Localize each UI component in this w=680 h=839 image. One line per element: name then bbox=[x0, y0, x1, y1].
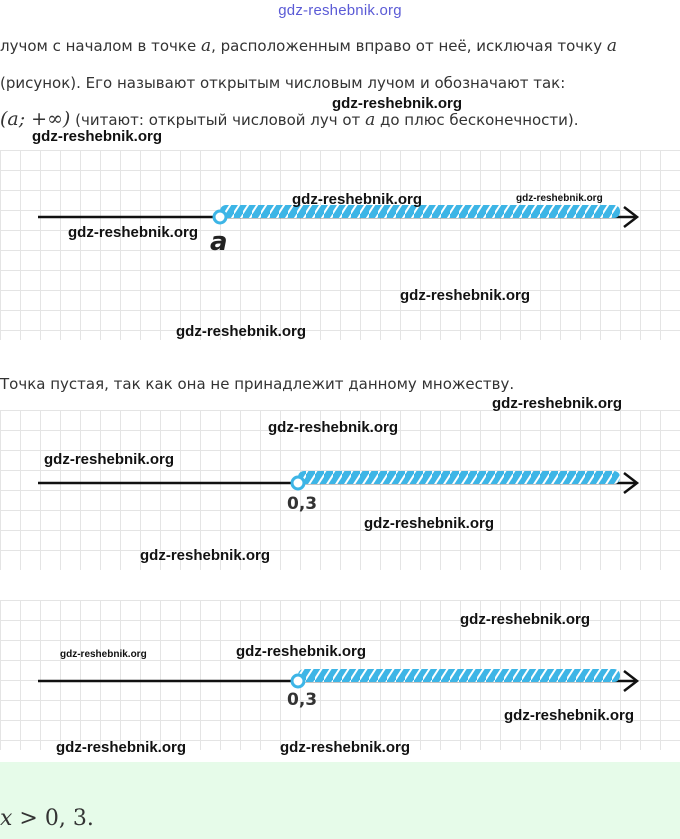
site-header[interactable]: gdz-reshebnik.org bbox=[278, 2, 402, 19]
watermark: gdz-reshebnik.org bbox=[400, 287, 531, 304]
watermark: gdz-reshebnik.org bbox=[68, 224, 199, 241]
hatched-ray bbox=[298, 669, 620, 682]
watermark: gdz-reshebnik.org bbox=[140, 547, 271, 564]
answer-rest: > 0, 3. bbox=[12, 806, 94, 831]
watermark: gdz-reshebnik.org bbox=[236, 643, 367, 660]
line1-text-a: лучом с началом в точке bbox=[0, 37, 201, 55]
point-label: 0,3 bbox=[287, 494, 318, 514]
watermark: gdz-reshebnik.org bbox=[44, 451, 175, 468]
line1-var-2: a bbox=[606, 36, 617, 56]
line1-var-1: a bbox=[200, 36, 212, 56]
watermark: gdz-reshebnik.org bbox=[332, 95, 463, 112]
point-label: a bbox=[210, 227, 228, 257]
watermark: gdz-reshebnik.org bbox=[268, 419, 399, 436]
answer-box bbox=[0, 762, 680, 839]
watermark: gdz-reshebnik.org bbox=[292, 191, 423, 208]
paragraph-line-2: (рисунок). Его называют открытым числовым лучом и обозначают так: bbox=[0, 74, 566, 92]
watermark: gdz-reshebnik.org bbox=[280, 739, 411, 756]
paragraph-line-1 bbox=[0, 36, 617, 56]
answer-text bbox=[0, 806, 94, 831]
paragraph-line-3 bbox=[0, 108, 579, 130]
watermark: gdz-reshebnik.org bbox=[492, 395, 623, 412]
watermark: gdz-reshebnik.org bbox=[32, 128, 163, 145]
watermark: gdz-reshebnik.org bbox=[460, 611, 591, 628]
line3-var: a bbox=[365, 110, 376, 130]
interval-notation: (a; +∞) bbox=[0, 108, 71, 130]
watermark: gdz-reshebnik.org bbox=[176, 323, 307, 340]
watermark: gdz-reshebnik.org bbox=[504, 707, 635, 724]
hatched-ray bbox=[298, 471, 620, 484]
open-point bbox=[292, 675, 304, 687]
answer-var: x bbox=[0, 806, 13, 831]
watermark: gdz-reshebnik.org bbox=[516, 193, 603, 204]
number-line-figure-1 bbox=[0, 150, 680, 340]
line3-end: до плюс бесконечности). bbox=[375, 111, 579, 129]
note-text: Точка пустая, так как она не принадлежит данному множеству. bbox=[0, 375, 515, 393]
open-point bbox=[292, 477, 304, 489]
open-point bbox=[214, 211, 226, 223]
watermark: gdz-reshebnik.org bbox=[60, 649, 147, 660]
watermark: gdz-reshebnik.org bbox=[364, 515, 495, 532]
line1-text-b: , расположенным вправо от неё, исключая точку bbox=[211, 37, 607, 55]
point-label: 0,3 bbox=[287, 690, 318, 710]
watermark: gdz-reshebnik.org bbox=[56, 739, 187, 756]
number-line-svg-1 bbox=[0, 150, 680, 340]
line3-text: (читают: открытый числовой луч от bbox=[70, 111, 366, 129]
